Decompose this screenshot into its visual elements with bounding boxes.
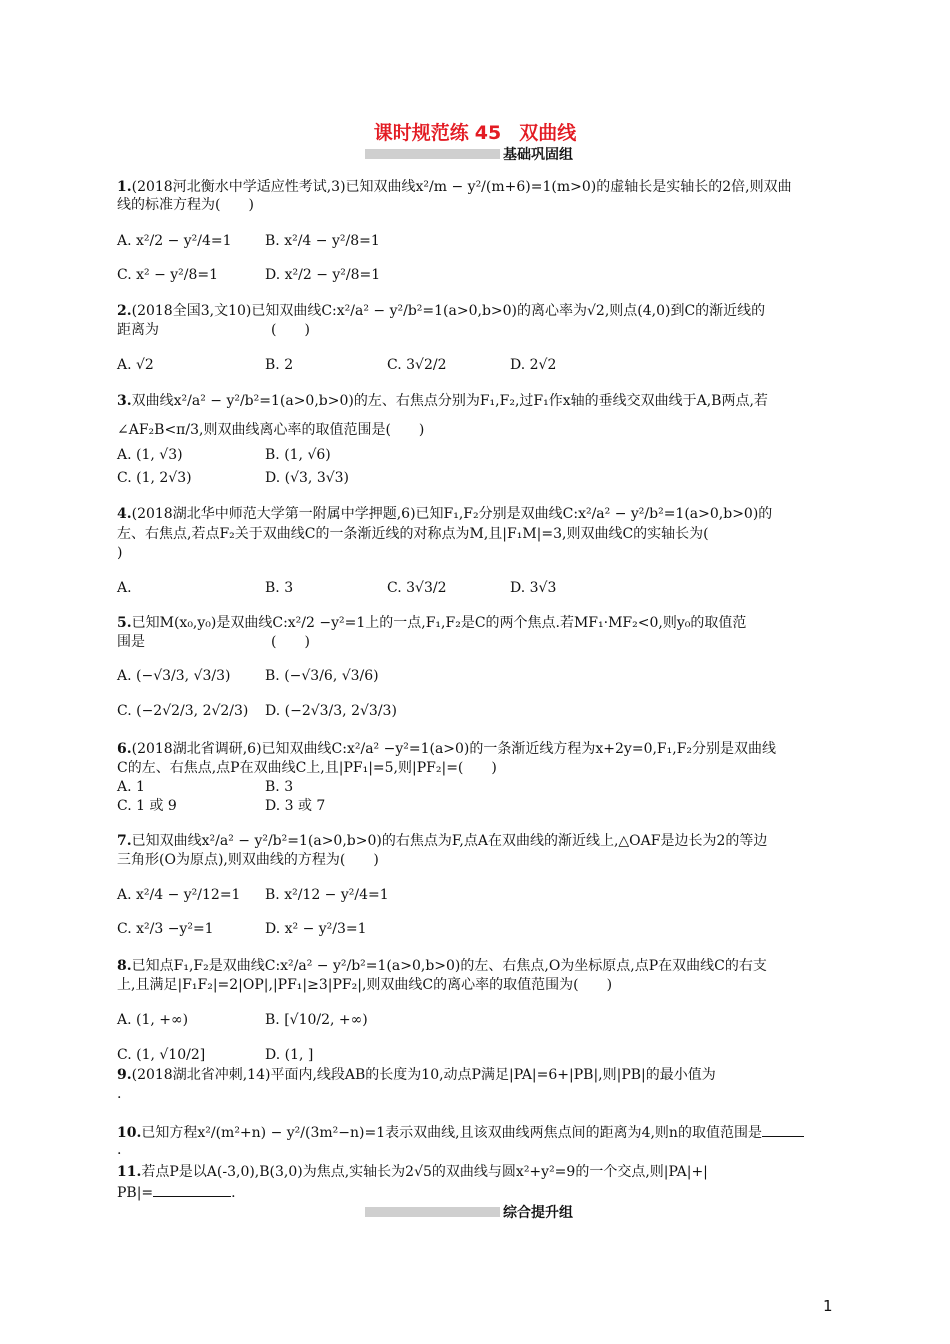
question-5-line-1	[117, 614, 746, 632]
section-bar	[365, 149, 500, 159]
question-9-line-1	[117, 1066, 716, 1084]
option-7c[interactable]: C. x²/3 −y²=1	[117, 921, 214, 937]
question-text: (2018湖北省调研,6)已知双曲线C:x²/a² −y²=1(a>0)的一条渐近线方程为x+2y=0,F₁,F₂分别是双曲线	[131, 741, 777, 757]
question-11-line-1	[117, 1163, 708, 1181]
option-6b[interactable]: B. 3	[265, 779, 294, 795]
question-4-line-2	[117, 525, 709, 543]
option-4b[interactable]: B. 3	[265, 580, 294, 596]
question-3-line-2	[117, 421, 424, 439]
title-topic: 双曲线	[519, 122, 577, 144]
page-number: 1	[823, 1297, 833, 1315]
question-text: 围是 ( )	[117, 634, 310, 650]
question-text: 若点P是以A(-3,0),B(3,0)为焦点,实轴长为2√5的双曲线与圆x²+y²=9的一个交点,则|PA|+|	[141, 1164, 708, 1180]
option-2d[interactable]: D. 2√2	[510, 357, 557, 373]
question-8-line-1	[117, 957, 767, 975]
option-6c[interactable]: C. 1 或 9	[117, 798, 177, 814]
option-6d[interactable]: D. 3 或 7	[265, 798, 326, 814]
section-advanced-header	[365, 1202, 585, 1222]
question-text: 已知方程x²/(m²+n) − y²/(3m²−n)=1表示双曲线,且该双曲线两焦点间的距离为4,则n的取值范围是	[141, 1125, 762, 1141]
question-7-line-1	[117, 832, 767, 850]
option-4a[interactable]: A.	[117, 580, 132, 596]
question-9-line-2	[117, 1085, 121, 1103]
section-basic-header	[365, 144, 585, 164]
question-number: 1.	[117, 179, 132, 195]
option-3d[interactable]: D. (√3, 3√3)	[265, 470, 350, 486]
answer-blank-11[interactable]	[153, 1182, 231, 1197]
option-4d[interactable]: D. 3√3	[510, 580, 557, 596]
question-4-line-3	[117, 544, 122, 562]
period: .	[231, 1185, 236, 1201]
question-number: 5.	[117, 615, 132, 631]
question-text: 已知点F₁,F₂是双曲线C:x²/a² − y²/b²=1(a>0,b>0)的左、右焦点,O为坐标原点,点P在双曲线C的右支	[131, 958, 767, 974]
option-1a[interactable]: A. x²/2 − y²/4=1	[117, 233, 232, 249]
title-number: 45	[474, 122, 502, 144]
question-number: 3.	[117, 393, 132, 409]
option-4c[interactable]: C. 3√3/2	[387, 580, 447, 596]
option-2b[interactable]: B. 2	[265, 357, 294, 373]
option-7a[interactable]: A. x²/4 − y²/12=1	[117, 887, 241, 903]
option-5b[interactable]: B. (−√3/6, √3/6)	[265, 668, 379, 684]
answer-blank-10[interactable]	[762, 1122, 804, 1137]
question-text: .	[117, 1086, 122, 1102]
question-11-line-2	[117, 1182, 236, 1202]
question-text: .	[117, 1142, 122, 1158]
option-1b[interactable]: B. x²/4 − y²/8=1	[265, 233, 380, 249]
question-text: 已知双曲线x²/a² − y²/b²=1(a>0,b>0)的右焦点为F,点A在双曲线的渐近线上,△OAF是边长为2的等边	[131, 833, 768, 849]
option-8a[interactable]: A. (1, +∞)	[117, 1012, 189, 1028]
question-number: 11.	[117, 1164, 142, 1180]
question-10-line-1	[117, 1122, 804, 1142]
question-1-line-2	[117, 196, 254, 214]
question-text: )	[117, 545, 123, 561]
section-advanced-label: 综合提升组	[503, 1205, 573, 1221]
question-text: 上,且满足|F₁F₂|=2|OP|,|PF₁|≥3|PF₂|,则双曲线C的离心率的取值范围为( )	[117, 977, 613, 993]
option-8d[interactable]: D. (1, ]	[265, 1047, 314, 1063]
question-text: 三角形(O为原点),则双曲线的方程为( )	[117, 852, 379, 868]
question-number: 2.	[117, 303, 132, 319]
section-bar	[365, 1207, 500, 1217]
title-main: 课时规范练	[373, 122, 469, 144]
question-6-line-2	[117, 759, 497, 777]
option-3b[interactable]: B. (1, √6)	[265, 447, 331, 463]
section-basic-label: 基础巩固组	[503, 147, 573, 163]
question-text: C的左、右焦点,点P在双曲线C上,且|PF₁|=5,则|PF₂|=( )	[117, 760, 497, 776]
question-number: 9.	[117, 1067, 132, 1083]
question-text: (2018河北衡水中学适应性考试,3)已知双曲线x²/m − y²/(m+6)=1(m>0)的虚轴长是实轴长的2倍,则双曲	[131, 179, 792, 195]
option-5d[interactable]: D. (−2√3/3, 2√3/3)	[265, 703, 397, 719]
question-text: ∠AF₂B<π/3,则双曲线离心率的取值范围是( )	[117, 422, 425, 438]
question-number: 4.	[117, 506, 132, 522]
question-2-line-1	[117, 302, 765, 320]
option-3c[interactable]: C. (1, 2√3)	[117, 470, 192, 486]
question-text: 左、右焦点,若点F₂关于双曲线C的一条渐近线的对称点为M,且|F₁M|=3,则双曲线C的实轴长为(	[117, 526, 709, 542]
question-1-line-1	[117, 178, 792, 196]
question-text: 距离为 ( )	[117, 322, 310, 338]
question-10-line-2	[117, 1141, 121, 1159]
option-3a[interactable]: A. (1, √3)	[117, 447, 183, 463]
question-text: 双曲线x²/a² − y²/b²=1(a>0,b>0)的左、右焦点分别为F₁,F₂,过F₁作x轴的垂线交双曲线于A,B两点,若	[131, 393, 768, 409]
question-text: (2018全国3,文10)已知双曲线C:x²/a² − y²/b²=1(a>0,b>0)的离心率为√2,则点(4,0)到C的渐近线的	[131, 303, 766, 319]
option-1c[interactable]: C. x² − y²/8=1	[117, 267, 219, 283]
option-7d[interactable]: D. x² − y²/3=1	[265, 921, 367, 937]
option-5a[interactable]: A. (−√3/3, √3/3)	[117, 668, 231, 684]
question-4-line-1	[117, 505, 772, 523]
option-8c[interactable]: C. (1, √10/2]	[117, 1047, 206, 1063]
question-text: (2018湖北华中师范大学第一附属中学押题,6)已知F₁,F₂分别是双曲线C:x²/a² − y²/b²=1(a>0,b>0)的	[131, 506, 773, 522]
option-7b[interactable]: B. x²/12 − y²/4=1	[265, 887, 389, 903]
question-number: 10.	[117, 1125, 142, 1141]
question-text: PB|=	[117, 1185, 154, 1201]
question-number: 6.	[117, 741, 132, 757]
question-5-line-2	[117, 633, 310, 651]
question-number: 8.	[117, 958, 132, 974]
question-text: 线的标准方程为( )	[117, 197, 254, 213]
page-title	[0, 118, 950, 145]
question-text: 已知M(x₀,y₀)是双曲线C:x²/2 −y²=1上的一点,F₁,F₂是C的两个焦点.若MF₁·MF₂<0,则y₀的取值范	[131, 615, 747, 631]
option-5c[interactable]: C. (−2√2/3, 2√2/3)	[117, 703, 249, 719]
question-8-line-2	[117, 976, 612, 994]
question-7-line-2	[117, 851, 379, 869]
option-1d[interactable]: D. x²/2 − y²/8=1	[265, 267, 381, 283]
option-2c[interactable]: C. 3√2/2	[387, 357, 447, 373]
option-2a[interactable]: A. √2	[117, 357, 154, 373]
question-number: 7.	[117, 833, 132, 849]
option-6a[interactable]: A. 1	[117, 779, 145, 795]
question-2-line-2	[117, 321, 310, 339]
option-8b[interactable]: B. [√10/2, +∞)	[265, 1012, 368, 1028]
question-3-line-1	[117, 392, 768, 410]
question-6-line-1	[117, 740, 776, 758]
question-text: (2018湖北省冲刺,14)平面内,线段AB的长度为10,动点P满足|PA|=6+|PB|,则|PB|的最小值为	[131, 1067, 716, 1083]
